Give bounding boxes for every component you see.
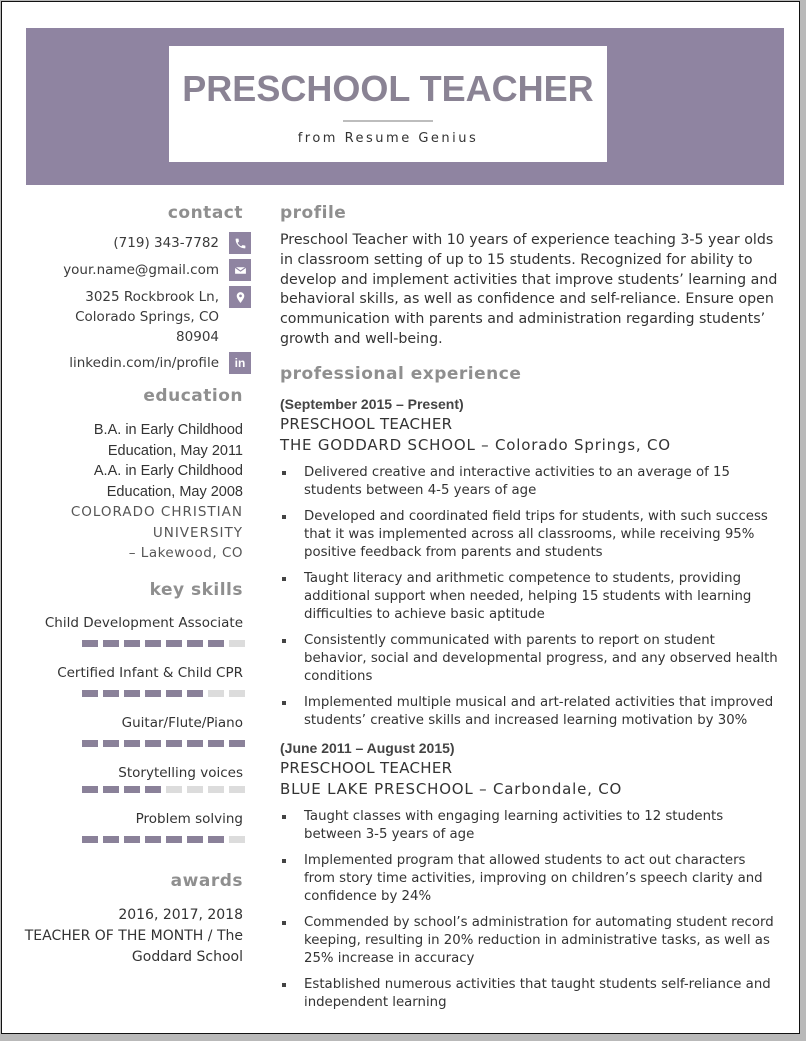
skill-segment-filled (187, 690, 203, 697)
school-line: COLORADO CHRISTIAN (70, 504, 243, 520)
skill-segment-filled (103, 640, 119, 647)
awards-heading: awards (170, 870, 243, 891)
skill-segment-filled (82, 836, 98, 843)
experience-heading: professional experience (280, 363, 522, 384)
job-entry (280, 394, 780, 730)
skill-segment-empty (187, 786, 203, 793)
contact-address (22, 287, 251, 347)
awards-block (22, 905, 251, 968)
resume-subtitle: from Resume Genius (297, 131, 479, 146)
skill-segment-filled (208, 740, 224, 747)
contact-email (22, 260, 251, 281)
skill-item (22, 764, 245, 793)
skill-segment-filled (124, 836, 140, 843)
skill-segment-filled (166, 836, 182, 843)
degree-line: A.A. in Early Childhood (93, 463, 243, 479)
school-line: UNIVERSITY (152, 524, 243, 541)
linkedin-url: linkedin.com/in/profile (69, 355, 219, 371)
skill-rating (22, 836, 245, 843)
job-bullets (280, 808, 780, 1012)
job-bullet: Delivered creative and interactive activities to an average of 15 students between 4-5 years of age (280, 464, 780, 500)
education-block (22, 420, 251, 564)
skill-segment-empty (229, 786, 245, 793)
skill-rating (22, 640, 245, 647)
skill-segment-filled (82, 786, 98, 793)
job-entry (280, 738, 780, 1012)
location-icon (229, 286, 251, 308)
email-text[interactable] (63, 260, 219, 280)
skill-segment-empty (166, 786, 182, 793)
skill-rating (22, 740, 245, 747)
skill-segment-filled (145, 836, 161, 843)
award-org: Goddard School (131, 948, 243, 965)
skill-segment-filled (145, 740, 161, 747)
address-line-1: 3025 Rockbrook Ln, (85, 289, 219, 305)
contact-linkedin (22, 353, 251, 374)
skill-segment-filled (145, 640, 161, 647)
job-bullet: Developed and coordinated field trips for students, with such success that it was implemented across all classrooms, while receiving 95% positive feedback from parents and students (280, 508, 780, 562)
skill-segment-filled (124, 740, 140, 747)
job-dates: (September 2015 – Present) (280, 395, 464, 412)
skill-name: Storytelling voices (118, 764, 243, 781)
skill-segment-filled (82, 740, 98, 747)
skill-name: Problem solving (135, 810, 243, 827)
resume-page (1, 1, 800, 1034)
contact-phone (22, 233, 251, 254)
skills-list (22, 614, 251, 843)
skill-segment-filled (82, 690, 98, 697)
job-bullet: Consistently communicated with parents to report on student behavior, social and developmental progress, and any observed health conditions (280, 632, 780, 686)
skill-rating (22, 690, 245, 697)
profile-summary: Preschool Teacher with 10 years of experience teaching 3-5 year olds in classroom setting of up to 15 students. Recognized for ability to develop and implement activities that improve students’ learning and behavioral skills, as well as confidence and self-reliance. Ensure open communication with parents and administration regarding students’ growth and well-being. (280, 232, 778, 347)
skill-item (22, 614, 245, 647)
skill-segment-empty (229, 690, 245, 697)
skill-rating (22, 786, 245, 793)
skill-segment-filled (103, 836, 119, 843)
skill-item (22, 714, 245, 747)
address-line-3: 80904 (176, 329, 219, 345)
email-address: your.name@gmail.com (63, 262, 219, 278)
linkedin-text[interactable] (69, 353, 219, 373)
award-title: TEACHER OF THE MONTH / The (24, 927, 243, 944)
resume-title: PRESCHOOL TEACHER (182, 68, 594, 109)
skills-heading: key skills (149, 579, 243, 600)
right-column (280, 203, 780, 1020)
job-bullet: Established numerous activities that taught students self-reliance and independent learning (280, 976, 780, 1012)
skill-segment-filled (124, 786, 140, 793)
skill-segment-filled (187, 836, 203, 843)
contact-list (22, 233, 251, 374)
skill-segment-filled (187, 640, 203, 647)
skill-segment-filled (166, 690, 182, 697)
skill-segment-empty (208, 690, 224, 697)
skill-name: Certified Infant & Child CPR (57, 664, 243, 681)
education-heading: education (143, 386, 243, 406)
skill-segment-filled (145, 690, 161, 697)
skill-segment-filled (103, 690, 119, 697)
job-title: PRESCHOOL TEACHER (280, 758, 453, 777)
contact-heading: contact (167, 203, 243, 223)
header-band (26, 28, 784, 185)
skill-segment-filled (145, 786, 161, 793)
skill-segment-filled (208, 640, 224, 647)
job-bullets (280, 464, 780, 730)
job-dates: (June 2011 – August 2015) (280, 739, 455, 756)
skill-segment-filled (208, 836, 224, 843)
skill-name: Child Development Associate (44, 614, 243, 631)
job-employer: BLUE LAKE PRESCHOOL – Carbondale, CO (280, 779, 623, 798)
title-box (169, 46, 607, 162)
job-bullet: Taught classes with engaging learning activities to 12 students between 3-5 years of age (280, 808, 780, 844)
job-bullet: Implemented program that allowed students to act out characters from story time activities, improving on children’s speech clarity and confidence by 24% (280, 852, 780, 906)
skill-segment-empty (229, 640, 245, 647)
skill-segment-empty (229, 836, 245, 843)
degree-line: Education, May 2008 (106, 483, 243, 500)
skill-name: Guitar/Flute/Piano (121, 714, 243, 731)
skill-segment-empty (208, 786, 224, 793)
phone-icon (229, 232, 251, 254)
skill-item (22, 810, 245, 843)
address-line-2: Colorado Springs, CO (75, 309, 219, 325)
skill-segment-filled (166, 740, 182, 747)
job-bullet: Taught literacy and arithmetic competence to students, providing additional support when needed, helping 15 students with learning difficulties to achieve basic aptitude (280, 570, 780, 624)
skill-segment-filled (166, 640, 182, 647)
job-bullet: Commended by school’s administration for automating student record keeping, resulting in 20% reduction in administrative tasks, as well as 25% increase in accuracy (280, 914, 780, 968)
skill-segment-filled (103, 786, 119, 793)
skill-segment-filled (124, 640, 140, 647)
skill-segment-filled (82, 640, 98, 647)
job-title: PRESCHOOL TEACHER (280, 414, 453, 433)
phone-number: (719) 343-7782 (113, 235, 219, 251)
linkedin-icon: in (229, 352, 251, 374)
address-text (75, 287, 219, 347)
left-column (22, 203, 251, 968)
title-divider (343, 120, 433, 122)
job-employer: THE GODDARD SCHOOL – Colorado Springs, CO (280, 435, 671, 454)
award-years: 2016, 2017, 2018 (118, 906, 243, 923)
job-bullet: Implemented multiple musical and art-related activities that improved students’ creative skills and increased learning motivation by 30% (280, 694, 780, 730)
degree-line: B.A. in Early Childhood (93, 422, 243, 438)
phone-text[interactable] (113, 233, 219, 253)
skill-segment-filled (103, 740, 119, 747)
school-location: – Lakewood, CO (128, 545, 243, 561)
skill-segment-filled (187, 740, 203, 747)
skill-segment-filled (124, 690, 140, 697)
degree-line: Education, May 2011 (107, 442, 243, 459)
profile-heading: profile (280, 203, 347, 223)
email-icon (229, 259, 251, 281)
skill-item (22, 664, 245, 697)
skill-segment-filled (229, 740, 245, 747)
